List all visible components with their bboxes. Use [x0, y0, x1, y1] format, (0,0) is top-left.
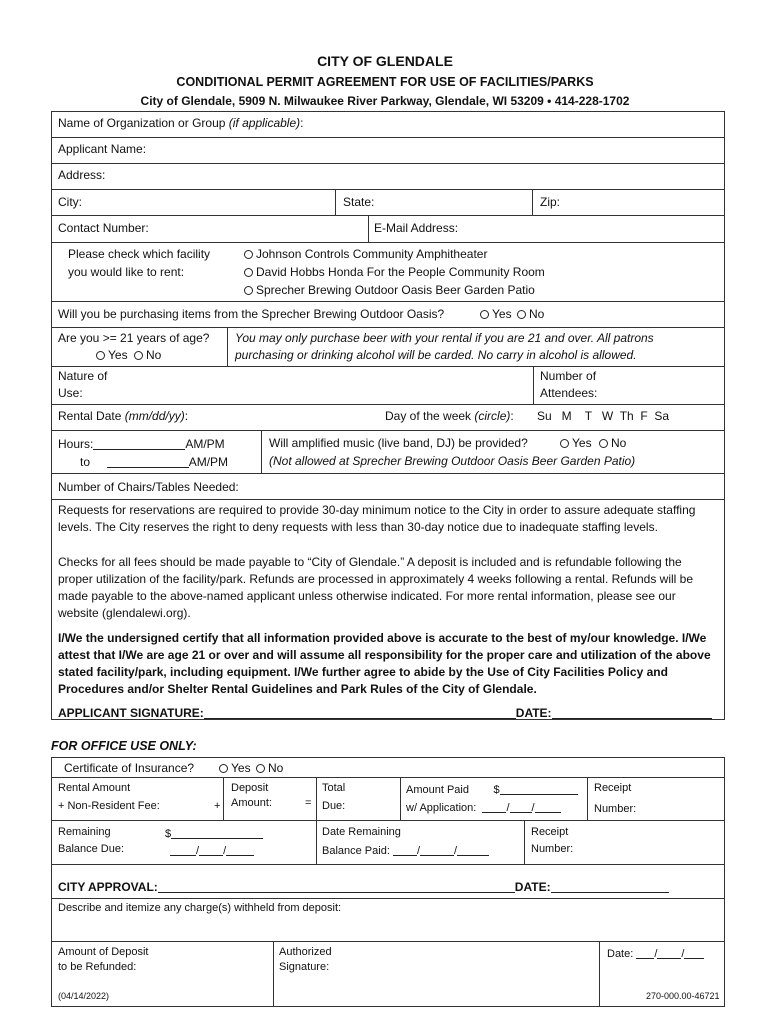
facility-prompt-2: you would like to rent: [68, 265, 185, 279]
amount-paid-label[interactable]: Amount Paid $ [406, 782, 578, 797]
office-date-field[interactable]: Date: / / [607, 946, 704, 961]
email-field[interactable]: E-Mail Address: [374, 221, 459, 235]
applicant-name-field[interactable]: Applicant Name: [58, 142, 147, 156]
facility-prompt: Please check which facility [68, 247, 211, 261]
organization-field[interactable]: Name of Organization or Group (if applicable): [58, 116, 304, 130]
receipt-number-label-2[interactable]: Number: [531, 843, 574, 855]
form-number: 270-000.00-46721 [646, 991, 720, 1001]
radio-icon[interactable] [219, 764, 228, 773]
alcohol-note: You may only purchase beer with your rental if you are 21 and over. All patrons [235, 331, 654, 345]
terms-certification: I/We the undersigned certify that all information provided above is accurate to the best of my/our knowledge. I/We attest that I/We are age 21 or over and will assume all responsibility for the proper care and utilization of the above stated facility/park, including equipment. I/We further agree to abide by the Use of City Facilities Policy and Procedures and/or Shelter Rental Guidelines and Park Rules of the City of Glendale. [58, 631, 711, 696]
total-label: Total [322, 782, 346, 794]
nature-of-use-label[interactable]: Nature of [58, 369, 108, 383]
form-title: CONDITIONAL PERMIT AGREEMENT FOR USE OF FACILITIES/PARKS [176, 75, 594, 89]
facility-option-beer-garden[interactable]: Sprecher Brewing Outdoor Oasis Beer Garden Patio [244, 284, 535, 298]
contact-number-field[interactable]: Contact Number: [58, 221, 149, 235]
certificate-insurance: Certificate of Insurance? [64, 761, 195, 775]
music-note: (Not allowed at Sprecher Brewing Outdoor Oasis Beer Garden Patio) [269, 454, 636, 468]
music-yes[interactable]: Yes [560, 437, 592, 451]
radio-icon[interactable] [599, 439, 608, 448]
chairs-tables-field[interactable]: Number of Chairs/Tables Needed: [58, 480, 239, 494]
address-field[interactable]: Address: [58, 168, 106, 182]
city-field[interactable]: City: [58, 195, 82, 209]
with-application-label[interactable]: w/ Application: / / [406, 800, 561, 815]
age-no[interactable]: No [134, 349, 161, 363]
attendees-label-2[interactable]: Attendees: [540, 386, 598, 400]
nonresident-fee-label: + Non-Resident Fee: [58, 800, 160, 812]
balance-due-date[interactable]: / / [170, 843, 254, 858]
applicant-signature-line[interactable]: APPLICANT SIGNATURE: DATE: [58, 706, 712, 721]
remaining-label: Remaining [58, 826, 111, 838]
radio-icon[interactable] [480, 310, 489, 319]
authorized-signature-label: Authorized [279, 946, 332, 958]
coi-no[interactable]: No [256, 762, 283, 776]
day-of-week-options[interactable]: Su M T W Th F Sa [537, 409, 670, 423]
radio-icon[interactable] [256, 764, 265, 773]
deposit-amount-label: Amount: [231, 797, 272, 809]
music-no[interactable]: No [599, 437, 626, 451]
date-remaining-label: Date Remaining [322, 826, 401, 838]
city-approval-line[interactable]: CITY APPROVAL: DATE: [58, 880, 669, 895]
balance-paid-label[interactable]: Balance Paid: / / [322, 843, 489, 858]
attendees-label[interactable]: Number of [540, 369, 597, 383]
nature-of-use-label-2[interactable]: Use: [58, 386, 83, 400]
hours-start[interactable]: Hours: AM/PM [58, 437, 225, 451]
coi-yes[interactable]: Yes [219, 762, 251, 776]
facility-option-amphitheater[interactable]: Johnson Controls Community Amphitheater [244, 248, 487, 262]
purchase-yes[interactable]: Yes [480, 308, 512, 322]
zip-field[interactable]: Zip: [540, 195, 561, 209]
radio-icon[interactable] [244, 268, 253, 277]
balance-due-amount[interactable]: $ [165, 826, 263, 841]
withheld-charges-field[interactable]: Describe and itemize any charge(s) withheld from deposit: [58, 902, 342, 914]
balance-due-label: Balance Due: [58, 843, 125, 855]
office-use-heading: FOR OFFICE USE ONLY: [51, 739, 197, 753]
radio-icon[interactable] [244, 286, 253, 295]
deposit-refund-label: Amount of Deposit [58, 946, 149, 958]
authorized-signature-label-2[interactable]: Signature: [279, 961, 330, 973]
plus-sign: + [214, 800, 221, 812]
radio-icon[interactable] [134, 351, 143, 360]
city-address: City of Glendale, 5909 N. Milwaukee River Parkway, Glendale, WI 53209 • 414-228-1702 [140, 94, 630, 108]
radio-icon[interactable] [244, 250, 253, 259]
facility-option-community-room[interactable]: David Hobbs Honda For the People Community Room [244, 266, 545, 280]
terms-payment: Checks for all fees should be made payable to “City of Glendale.” A deposit is included and is refundable following the proper utilization of the facility/park. Refunds are processed in approximately 4 weeks following a rental. Refunds will be made payable to the above-named applicant unless otherwise indicated. For more rental information, please see our website (glendalewi.org). [58, 555, 693, 620]
deposit-refund-label-2[interactable]: to be Refunded: [58, 961, 137, 973]
revision-date: (04/14/2022) [58, 991, 110, 1001]
state-field[interactable]: State: [343, 195, 375, 209]
receipt-label-2: Receipt [531, 826, 569, 838]
radio-icon[interactable] [96, 351, 105, 360]
radio-icon[interactable] [517, 310, 526, 319]
rental-date-field[interactable]: Rental Date (mm/dd/yy): [58, 409, 189, 423]
city-heading: CITY OF GLENDALE [317, 53, 453, 69]
age-question: Are you >= 21 years of age? [58, 331, 210, 345]
radio-icon[interactable] [560, 439, 569, 448]
purchase-no[interactable]: No [517, 308, 544, 322]
age-yes[interactable]: Yes [96, 349, 128, 363]
alcohol-note-2: purchasing or drinking alcohol will be carded. No carry in alcohol is allowed. [235, 348, 637, 362]
purchase-question: Will you be purchasing items from the Sprecher Brewing Outdoor Oasis? [58, 307, 445, 321]
day-of-week-label: Day of the week (circle): [385, 409, 514, 423]
receipt-number-label[interactable]: Number: [594, 803, 637, 815]
receipt-label: Receipt [594, 782, 632, 794]
equals-sign: = [305, 797, 312, 809]
deposit-label: Deposit [231, 782, 269, 794]
rental-amount-label: Rental Amount [58, 782, 131, 794]
hours-end[interactable]: to AM/PM [80, 455, 229, 469]
terms-notice: Requests for reservations are required to provide 30-day minimum notice to the City in order to assure adequate staffing levels. The City reserves the right to deny requests with less than 30-day notice due to inadequate staffing levels. [58, 503, 696, 534]
music-question: Will amplified music (live band, DJ) be provided? [269, 436, 528, 450]
total-due-label: Due: [322, 800, 346, 812]
